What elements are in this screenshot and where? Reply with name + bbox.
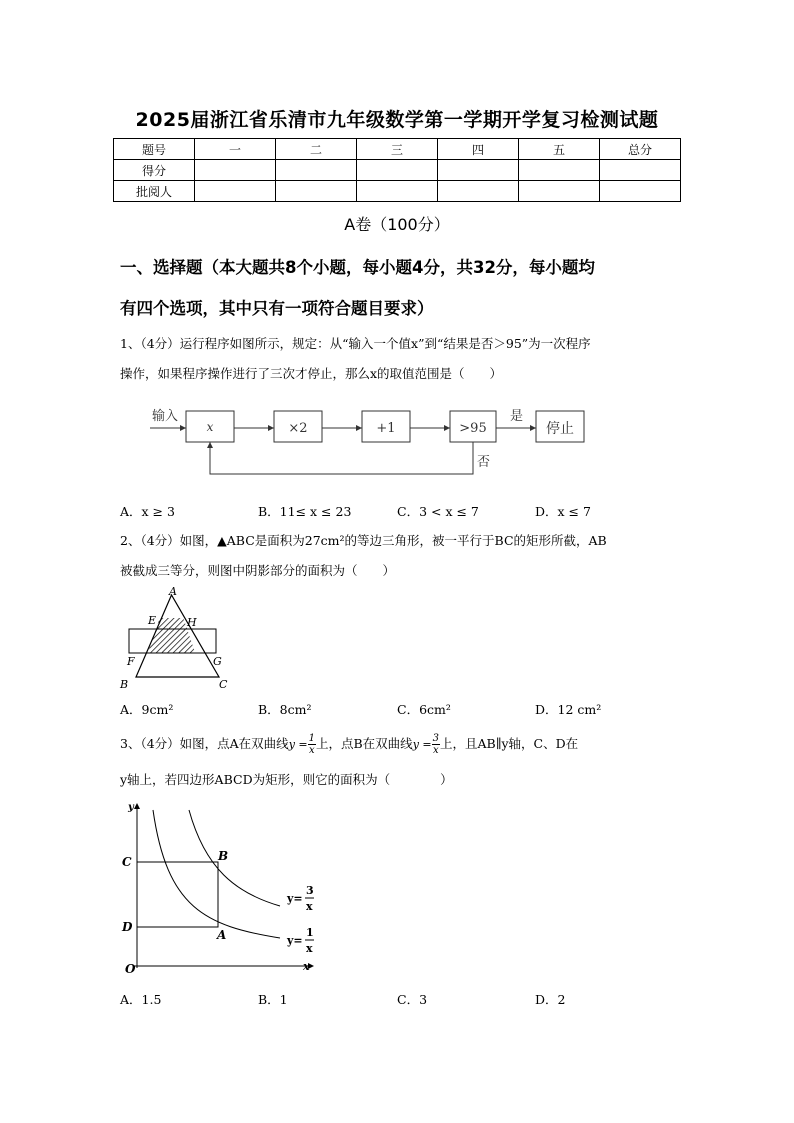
- q3-eq1-num: 1: [308, 733, 315, 744]
- axis-label-x: x: [303, 960, 310, 973]
- score-input-cell[interactable]: [276, 181, 357, 202]
- score-table-cell: 四: [438, 139, 519, 160]
- curve2-num: 1: [306, 926, 314, 939]
- label-G: G: [213, 655, 222, 668]
- score-input-cell[interactable]: [600, 160, 681, 181]
- q1-text-line1: 1、（4分）运行程序如图所示，规定：从“输入一个值x”到“结果是否＞95”为一次程序: [120, 336, 591, 351]
- score-table-cell: 得分: [114, 160, 195, 181]
- score-input-cell[interactable]: [438, 160, 519, 181]
- q1-option-a[interactable]: A．x ≥ 3: [120, 504, 175, 519]
- point-label-C: C: [122, 855, 132, 869]
- q3-text-a: 3、（4分）如图，点A在双曲线: [120, 736, 289, 751]
- score-input-cell[interactable]: [195, 160, 276, 181]
- flow-box-x: x: [206, 420, 214, 434]
- q3-options: [120, 990, 680, 1010]
- q3-text-c: 上，且AB∥y轴，C、D在: [440, 736, 579, 751]
- flow-yes-label: 是: [510, 409, 524, 424]
- flow-box-compare: >95: [459, 421, 487, 436]
- q3-eq1-lhs: y =: [288, 738, 308, 751]
- q3-text-line1: [120, 729, 680, 760]
- score-input-cell[interactable]: [438, 181, 519, 202]
- label-C: C: [219, 678, 228, 691]
- q3-text-b: 上，点B在双曲线: [316, 736, 413, 751]
- q3-eq2-den: x: [432, 745, 439, 756]
- q3-eq1-den: x: [308, 745, 315, 756]
- q3-eq2-num: 3: [432, 733, 439, 744]
- curve1-lhs: y=: [287, 892, 303, 905]
- flow-no-label: 否: [477, 455, 491, 470]
- q2-text-line2: 被截成三等分，则图中阴影部分的面积为（ ）: [120, 563, 396, 578]
- score-input-cell[interactable]: [276, 160, 357, 181]
- score-table-cell: 二: [276, 139, 357, 160]
- curve1-den: x: [306, 900, 313, 913]
- flow-input-label: 输入: [152, 409, 179, 424]
- score-table-header-row: [114, 139, 681, 160]
- q2-text-line1: 2、（4分）如图，▲ABC是面积为27cm²的等边三角形，被一平行于BC的矩形所截，AB: [120, 533, 607, 548]
- q3-text-line2: y轴上，若四边形ABCD为矩形，则它的面积为（ ）: [120, 772, 453, 787]
- curve2-lhs: y=: [287, 934, 303, 947]
- curve2-den: x: [306, 942, 313, 955]
- score-table-cell: 批阅人: [114, 181, 195, 202]
- score-input-cell[interactable]: [519, 181, 600, 202]
- q3-option-d[interactable]: D．2: [535, 992, 566, 1007]
- axis-label-y: y: [128, 802, 134, 813]
- q3-option-a[interactable]: A．1.5: [120, 992, 162, 1007]
- q1-option-c[interactable]: C．3 < x ≤ 7: [397, 504, 479, 519]
- q1-text-line2: 操作，如果程序操作进行了三次才停止，那么x的取值范围是（ ）: [120, 366, 503, 381]
- q2-triangle-figure: [116, 585, 236, 693]
- q1-option-b[interactable]: B．11≤ x ≤ 23: [258, 504, 352, 519]
- q3-eq2-lhs: y =: [412, 738, 432, 751]
- q2-option-b[interactable]: B．8cm²: [258, 702, 312, 717]
- score-input-cell[interactable]: [600, 181, 681, 202]
- score-table-cell: 五: [519, 139, 600, 160]
- score-table-cell: 一: [195, 139, 276, 160]
- q3-hyperbola-figure: [115, 798, 325, 978]
- score-table: [113, 138, 681, 202]
- q3-option-c[interactable]: C．3: [397, 992, 428, 1007]
- point-label-D: D: [122, 920, 133, 934]
- score-table-row: [114, 160, 681, 181]
- label-E: E: [148, 614, 157, 627]
- point-label-B: B: [218, 849, 229, 863]
- q1-options: [120, 502, 680, 522]
- score-table-cell: 三: [357, 139, 438, 160]
- score-input-cell[interactable]: [519, 160, 600, 181]
- curve1-num: 3: [306, 884, 314, 897]
- q2-options: [120, 700, 680, 720]
- section-heading-line2: 有四个选项，其中只有一项符合题目要求）: [120, 299, 434, 318]
- volume-heading: A卷（100分）: [344, 215, 450, 234]
- q1-flowchart: [140, 398, 600, 490]
- score-table-cell: 总分: [600, 139, 681, 160]
- q2-option-a[interactable]: A．9cm²: [120, 702, 174, 717]
- flow-box-stop: 停止: [546, 421, 574, 437]
- score-table-row: [114, 181, 681, 202]
- q3-eq1-fraction: [308, 733, 316, 756]
- label-B: B: [120, 678, 129, 691]
- section-heading-line1: 一、选择题（本大题共8个小题，每小题4分，共32分，每小题均: [120, 258, 595, 277]
- score-input-cell[interactable]: [195, 181, 276, 202]
- label-F: F: [127, 655, 135, 668]
- origin-label-O: O: [125, 962, 136, 976]
- q2-option-c[interactable]: C．6cm²: [397, 702, 451, 717]
- page-title: 2025届浙江省乐清市九年级数学第一学期开学复习检测试题: [135, 109, 659, 131]
- flow-box-double: ×2: [288, 421, 308, 436]
- label-A: A: [169, 585, 177, 598]
- q3-option-b[interactable]: B．1: [258, 992, 288, 1007]
- q3-eq2-fraction: [432, 733, 440, 756]
- flow-box-plus-one: +1: [376, 421, 396, 436]
- q1-option-d[interactable]: D．x ≤ 7: [535, 504, 591, 519]
- score-input-cell[interactable]: [357, 181, 438, 202]
- score-table-cell: 题号: [114, 139, 195, 160]
- q2-option-d[interactable]: D．12 cm²: [535, 702, 602, 717]
- label-H: H: [187, 616, 197, 629]
- point-label-A: A: [217, 928, 227, 942]
- score-input-cell[interactable]: [357, 160, 438, 181]
